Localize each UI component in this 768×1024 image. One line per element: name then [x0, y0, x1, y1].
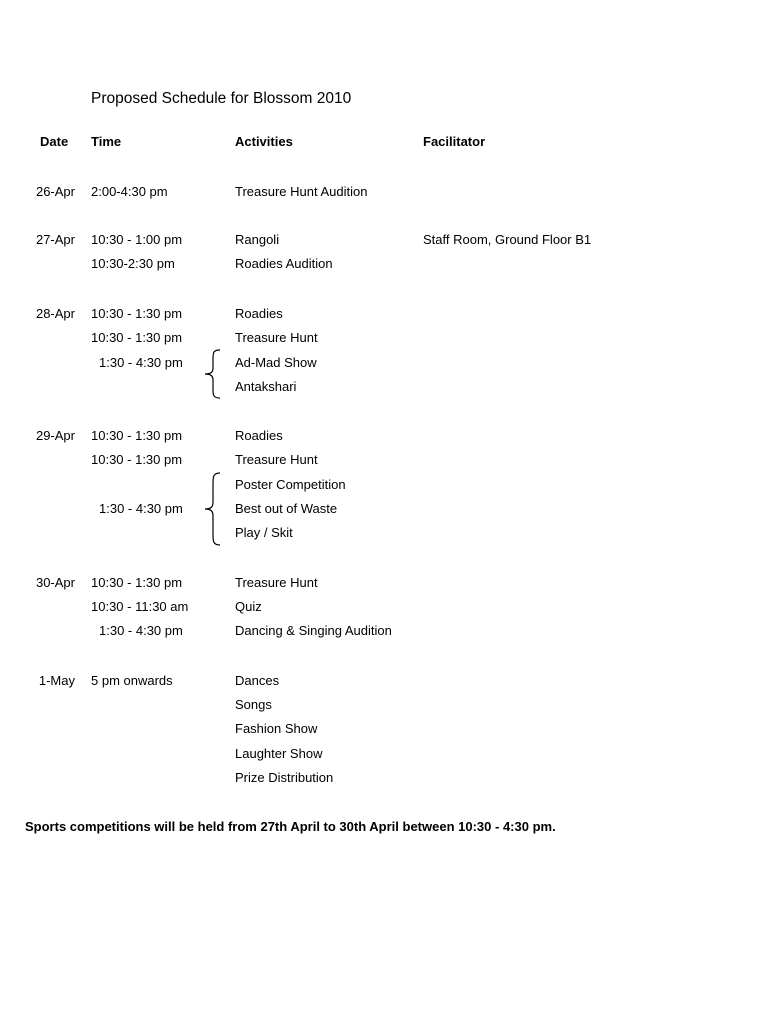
activity-cell: Antakshari: [235, 379, 297, 394]
time-cell: 10:30 - 1:30 pm: [91, 330, 183, 345]
time-cell: 10:30-2:30 pm: [91, 256, 175, 271]
activity-cell: Treasure Hunt: [235, 575, 318, 590]
activity-cell: Prize Distribution: [235, 770, 334, 785]
date-cell: 30-Apr: [35, 575, 75, 590]
activity-cell: Roadies: [235, 306, 283, 321]
activity-cell: Treasure Hunt: [235, 452, 318, 467]
time-cell: 10:30 - 1:30 pm: [91, 428, 183, 443]
activity-cell: Best out of Waste: [235, 501, 338, 516]
activity-cell: Poster Competition: [235, 477, 346, 492]
header-activities: Activities: [235, 134, 293, 149]
date-cell: 1-May: [38, 673, 75, 688]
activity-cell: Play / Skit: [235, 525, 293, 540]
time-cell: 1:30 - 4:30 pm: [99, 623, 183, 638]
activity-cell: Treasure Hunt: [235, 330, 318, 345]
facilitator-cell: Staff Room, Ground Floor B1: [423, 232, 592, 247]
activity-cell: Dancing & Singing Audition: [235, 623, 392, 638]
time-cell: 10:30 - 1:30 pm: [91, 575, 183, 590]
footer-note: Sports competitions will be held from 27th April to 30th April between 10:30 - 4:30 pm.: [25, 819, 556, 834]
page-title: Proposed Schedule for Blossom 2010: [91, 90, 352, 107]
activity-cell: Dances: [235, 673, 280, 688]
activity-cell: Laughter Show: [235, 746, 323, 761]
time-cell: 1:30 - 4:30 pm: [99, 355, 183, 370]
time-cell: 5 pm onwards: [91, 673, 173, 688]
time-cell: 1:30 - 4:30 pm: [99, 501, 183, 516]
brace-icon: [200, 472, 222, 546]
time-cell: 10:30 - 1:30 pm: [91, 306, 183, 321]
activity-cell: Songs: [235, 697, 272, 712]
time-cell: 2:00-4:30 pm: [91, 184, 168, 199]
time-cell: 10:30 - 11:30 am: [91, 599, 189, 614]
brace-icon: [200, 349, 222, 399]
date-cell: 26-Apr: [35, 184, 75, 199]
header-facilitator: Facilitator: [423, 134, 486, 149]
date-cell: 27-Apr: [35, 232, 75, 247]
header-time: Time: [91, 134, 122, 149]
time-cell: 10:30 - 1:30 pm: [91, 452, 183, 467]
header-date: Date: [40, 134, 69, 149]
time-cell: 10:30 - 1:00 pm: [91, 232, 183, 247]
date-cell: 29-Apr: [35, 428, 75, 443]
activity-cell: Quiz: [235, 599, 262, 614]
activity-cell: Roadies Audition: [235, 256, 333, 271]
date-cell: 28-Apr: [35, 306, 75, 321]
activity-cell: Rangoli: [235, 232, 280, 247]
activity-cell: Fashion Show: [235, 721, 318, 736]
activity-cell: Treasure Hunt Audition: [235, 184, 368, 199]
activity-cell: Roadies: [235, 428, 283, 443]
activity-cell: Ad-Mad Show: [235, 355, 317, 370]
